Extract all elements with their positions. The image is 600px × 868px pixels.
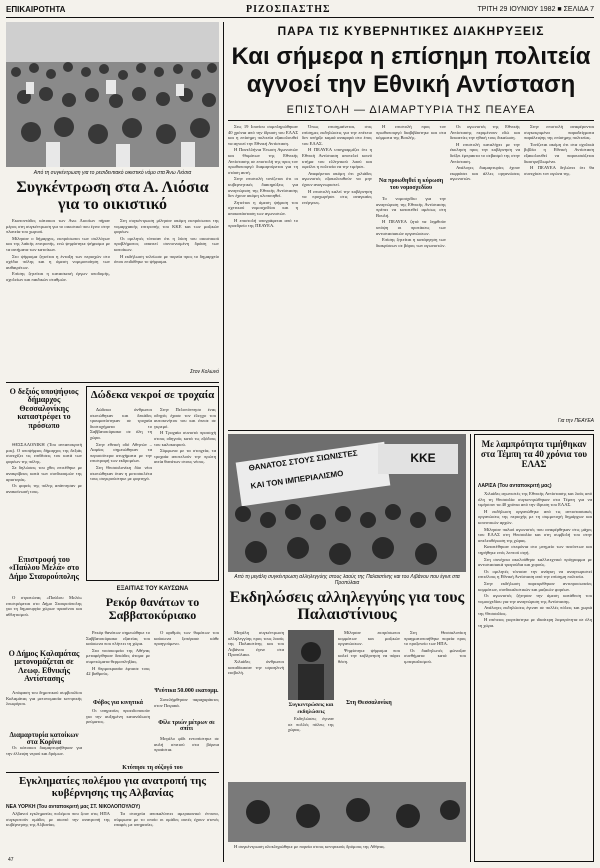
inner-heading-bill: Να προωθηθεί η κύρωση του νομοσχεδίου bbox=[378, 178, 444, 191]
crowd-photo-image bbox=[6, 22, 219, 167]
box-heading-4: Κτύπησε τη σύζυγό του bbox=[122, 765, 183, 771]
article-accidents-col2: Στην Πελοπόννησο ένας οδηγός έχασε τον έλεγχο του αυτοκινήτου του και έπεσε σε γκρεμό. Η Τροχαία συνιστά προσοχή στους οδηγούς κατά τις εξόδους του καλοκαιριού. Σύμφωνα με τα στοιχεία, τα τροχαία αποτελούν την πρώτη αιτία θανάτων στους νέους. bbox=[154, 407, 216, 465]
banner-text-3: ΚΚΕ bbox=[410, 451, 436, 465]
headline-top-story-line1: Και σήμερα η επίσημη πολιτεία bbox=[231, 43, 591, 70]
divider bbox=[6, 382, 219, 383]
banner-text-1: ΘΑΝΑΤΟΣ ΣΤΟΥΣ ΣΙΩΝΙΣΤΕΣ bbox=[248, 448, 359, 473]
page-number: 47 bbox=[8, 857, 14, 863]
article-palestine-col3: Μίλησαν εκπρόσωποι κομμάτων και μαζικών οργανώσεων. Ψηφίστηκε ψήφισμα που καλεί την κυβέρνηση να πάρει θέση. bbox=[338, 630, 400, 664]
headline-elas: Με λαμπρότητα τιμήθηκαν στα Τέμπη τα 40 χρόνια του ΕΛΑΣ bbox=[480, 439, 588, 469]
article-palestine-col1: Μεγάλη συγκέντρωση αλληλεγγύης προς τους λαούς της Παλαιστίνης και του Λιβάνου έγινε στα Προπύλαια. Χιλιάδες άνθρωποι καταδίκασαν την ισραηλινή εισβολή. bbox=[228, 630, 284, 676]
headline-thessaloniki-mayor: Ο δεξιός υποψήφιος δήμαρχος Θεσσαλονίκης καταστρέφει το πρόσωπο bbox=[9, 387, 79, 430]
dateline-elas: ΛΑΡΙΣΑ (Του ανταποκριτή μας) bbox=[478, 483, 552, 489]
dateline-albania: ΝΕΑ ΥΟΡΚΗ (Του ανταποκριτή μας ΣΤ. ΝΙΚΟΛΟΠΟΥΛΟΥ) bbox=[6, 804, 141, 810]
article-heat-col2: Ο αριθμός των θυμάτων του καύσωνα ξεπέρασε κάθε προηγούμενο. bbox=[154, 630, 219, 647]
box-heading-1: Φόβος για κινητικά bbox=[92, 700, 144, 706]
box-heading-2: Ψεύτικα 50.000 εκατομμ. bbox=[154, 688, 219, 694]
kicker-top-story: ΠΑΡΑ ΤΙΣ ΚΥΒΕΡΝΗΤΙΚΕΣ ΔΙΑΚΗΡΥΞΕΙΣ bbox=[277, 24, 545, 38]
small-photo bbox=[288, 630, 334, 700]
article-kalamata: Απόφαση του δημοτικού συμβουλίου Καλαμάτας για μετονομασία κεντρικής λεωφόρου. bbox=[6, 690, 82, 707]
divider-palestine bbox=[228, 430, 594, 431]
kicker-heat: ΕΞΑΙΤΙΑΣ ΤΟΥ ΚΑΥΣΩΝΑ bbox=[116, 586, 189, 592]
article-top-col1: Στις 19 Ιουνίου συμπληρώθηκαν 40 χρόνια από την ίδρυση του ΕΛΑΣ και η επίσημη πολιτεία εξακολουθεί να αγνοεί την Εθνική Αντίσταση. Η Πανελλήνια Ένωση Αγωνιστών και Θυμάτων της Εθνικής Αντίστασης σε επιστολή της προς τον πρωθυπουργό διαμαρτύρεται για τη στάση αυτή. Στην επιστολή τονίζεται ότι οι κυβερνητικές διακηρύξεις για αναγνώριση της Εθνικής Αντίστασης δεν έχουν ακόμη υλοποιηθεί. Ζητείται η άμεση ψήφιση του σχετικού νομοσχεδίου και η αποκατάσταση των αγωνιστών. Η επιστολή υπογράφεται από το προεδρείο της ΠΕΑΥΕΑ. bbox=[228, 124, 298, 229]
headline-accidents: Δώδεκα νεκροί σε τροχαία bbox=[90, 389, 215, 401]
palestine-photo-2 bbox=[228, 782, 466, 842]
palestine-photo bbox=[228, 434, 466, 572]
headline-heat: Ρεκόρ θανάτων το Σαββατοκύριακο bbox=[105, 595, 200, 622]
article-liosia-col2: Στη συγκέντρωση μίλησαν ακόμη εκπρόσωποι της νομαρχιακής επιτροπής του ΚΚΕ και των μαζικών φορέων. Οι ομιλητές τόνισαν ότι η λύση του οικιστικού προβλήματος απαιτεί συντονισμένη δράση των κατοίκων. Η εκδήλωση τελείωσε με πορεία προς το δημαρχείο όπου επιδόθηκε το ψήφισμα. bbox=[114, 218, 219, 265]
article-top-col5: Στην επιστολή αναφέρονται συγκεκριμένα παραδείγματα παράλειψης της επίσημης πολιτείας. Τονίζεται ακόμη ότι στα σχολικά βιβλία η Εθνική Αντίσταση εξακολουθεί να παρουσιάζεται διαστρεβλωμένα. Η ΠΕΑΥΕΑ δηλώνει ότι θα συνεχίσει τον αγώνα της. bbox=[524, 124, 594, 176]
headline-pavlos-melas: Επιστροφή του «Παύλου Μελά» στο Δήμο Σταυρούπολης bbox=[8, 555, 80, 581]
accidents-box bbox=[86, 386, 219, 581]
article-top-col4: Οι αγωνιστές της Εθνικής Αντίστασης περιμένουν εδώ και δεκαετίες την ηθική τους δικαίωση. Η επιστολή καταλήγει με την έκκληση προς την κυβέρνηση να δείξει έμπρακτα το σεβασμό της στην Αντίσταση. Ανάλογες διαμαρτυρίες έχουν εκφράσει και άλλες οργανώσεις αγωνιστών. bbox=[450, 124, 520, 182]
small-photo-image bbox=[288, 630, 334, 700]
article-heat-col1: Ρεκόρ θανάτων σημειώθηκε το Σαββατοκύριακο εξαιτίας του καύσωνα που πλήττει τη χώρα. Στα νοσοκομεία της Αθήνας μεταφέρθηκαν δεκάδες άτομα με συμπτώματα θερμοπληξίας. Η θερμοκρασία έφτασε τους 42 βαθμούς. bbox=[86, 630, 150, 677]
article-box-2: Συνελήφθησαν παραχαράκτες στον Πειραιά. bbox=[154, 697, 219, 708]
signed-peayea: Για την ΠΕΑΥΕΑ bbox=[557, 418, 594, 424]
article-top-col2: Όπως επισημαίνεται, στις επίσημες εκδηλώσεις για την επέτειο δεν υπήρξε καμιά αναφορά στο έπος του ΕΛΑΣ. Η ΠΕΑΥΕΑ υπογραμμίζει ότι η Εθνική Αντίσταση αποτελεί κοινό κτήμα του ελληνικού λαού και οφείλει η πολιτεία να την τιμήσει. Αναφέρεται ακόμη ότι χιλιάδες αγωνιστές εξακολουθούν να μην έχουν αναγνωριστεί. Η επιστολή καλεί την κυβέρνηση να προχωρήσει στις αναγκαίες ενέργειες. bbox=[302, 124, 372, 205]
elas-box bbox=[474, 434, 594, 862]
headline-kalamata: Ο Δήμος Καλαμάτας μετονομάζεται σε Λεωφ. Εθνικής Αντίστασης bbox=[8, 649, 80, 684]
page-header bbox=[6, 4, 594, 18]
article-pavlos-melas: Ο στρατώνας «Παύλου Μελά» επιστρέφεται στο Δήμο Σταυρούπολης για τη δημιουργία χώρων πρασίνου και αθλητισμού. bbox=[6, 595, 82, 617]
divider-top bbox=[228, 120, 594, 121]
crowd-photo-caption: Από τη συγκέντρωση για το ρεσιδεντιακό οικιστικό νόμο στα Άνω Λιόσια bbox=[33, 170, 192, 176]
article-thessaloniki-mayor: ΘΕΣΣΑΛΟΝΙΚΗ (Του ανταποκριτή μας). Ο υποψήφιος δήμαρχος της δεξιάς συνεχίζει τις επιθέσεις του κατά των φορέων της πόλης. Σε δηλώσεις του χθες επιτέθηκε με ανακρίβειες κατά των συνδυασμών της αριστεράς. Οι φορείς της πόλης απάντησαν με ανακοίνωσή τους. bbox=[6, 442, 82, 494]
sub-heading-thessaloniki: Στη Θεσσαλονίκη bbox=[346, 700, 392, 706]
banner-text-2: ΚΑΙ ΤΟΝ ΙΜΠΕΡΙΑΛΙΣΜΟ bbox=[250, 468, 344, 491]
article-palestine-bottom: Η συγκέντρωση ολοκληρώθηκε με πορεία στους κεντρικούς δρόμους της Αθήνας. bbox=[234, 844, 386, 849]
article-liosia-col1: Εκατοντάδες κάτοικοι των Ανω Λιοσίων πήραν μέρος στη συγκέντρωση για το οικιστικό που έγινε στην πλατεία του χωριού. Μίλησαν ο δήμαρχος, εκπρόσωποι των συλλόγων και της λαϊκής επιτροπής, ενώ ψηφίστηκε ψήφισμα με τα αιτήματα των κατοίκων. Στο ψήφισμα ζητείται η ένταξη των περιοχών στο σχέδιο πόλης και η άμεση νομιμοποίηση των αυθαιρέτων. Επίσης ζητείται η κατασκευή έργων υποδομής, σχολείων και παιδικών σταθμών. bbox=[6, 218, 110, 282]
headline-palestine: Εκδηλώσεις αλληλεγγύης για τους Παλαιστίνιους bbox=[229, 589, 465, 623]
date-page: ΤΡΙΤΗ 29 ΙΟΥΝΙΟΥ 1982 ■ ΣΕΛΙΔΑ 7 bbox=[477, 6, 594, 13]
headline-albania: Εγκληματίες πολέμου για ανατροπή της κυβέρνησης της Αλβανίας bbox=[18, 775, 207, 799]
palestine-photo-caption: Από τη μεγάλη συγκέντρωση αλληλεγγύης στους λαούς της Παλαιστίνης και του Λιβάνου που έγινε στα Προπύλαια bbox=[234, 574, 460, 586]
headline-korina: Διαμαρτυρία κατοίκων στα Κορίνα bbox=[9, 731, 79, 747]
article-elas: Χιλιάδες αγωνιστές της Εθνικής Αντίστασης και λαός από όλη τη Θεσσαλία συγκεντρώθηκαν στα Τέμπη για να τιμήσουν τα 40 χρόνια από την ίδρυση του ΕΛΑΣ. Η εκδήλωση οργανώθηκε από τις αντιστασιακές οργανώσεις της περιοχής με τη συμμετοχή δημάρχων και κοινοτικών αρχών. Μίλησαν παλιοί αγωνιστές που αναφέρθηκαν στις μάχες του ΕΛΑΣ στη Θεσσαλία και στη συμβολή του στην απελευθέρωση της χώρας. Κατατέθηκαν στεφάνια στο μνημείο των πεσόντων και τηρήθηκε ενός λεπτού σιγή. Στη συνέχεια ακολούθησε καλλιτεχνικό πρόγραμμα με αντιστασιακά τραγούδια και χορούς. Οι ομιλητές τόνισαν την ανάγκη να αναγνωριστεί επιτέλους η Εθνική Αντίσταση από την επίσημη πολιτεία. Στην εκδήλωση παρευρέθηκαν αντιπροσωπείες κομμάτων, συνδικαλιστικών και μαζικών φορέων. Οι αγωνιστές ζήτησαν την άμεση κατάθεση του νομοσχεδίου για την αναγνώριση της Αντίστασης. Ανάλογες εκδηλώσεις έγιναν σε πολλές πόλεις και χωριά της Θεσσαλίας. Η επέτειος γιορτάστηκε με ιδιαίτερη λαμπρότητα σε όλη τη χώρα. bbox=[478, 491, 592, 629]
article-korina: Οι κάτοικοι διαμαρτυρήθηκαν για την έλλειψη νερού και δρόμων. bbox=[6, 745, 82, 756]
palestine-photo-2-image bbox=[228, 782, 466, 842]
article-albania-col2: Τα στοιχεία αποκαλύπτει αμερικανικό έντυπο, σύμφωνα με το οποίο οι ομάδες αυτές έχουν στενές επαφές με υπηρεσίες. bbox=[114, 811, 219, 828]
article-accidents-col1: Δώδεκα άνθρωποι σκοτώθηκαν και δεκάδες τραυματίστηκαν σε τροχαία δυστυχήματα το Σαββατοκύριακο σε όλη τη χώρα. Στην εθνική οδό Αθηνών – Λαμίας σημειώθηκαν τα περισσότερα ατυχήματα με την επιστροφή των εκδρομέων. Στη Θεσσαλονίκη δύο νέοι σκοτώθηκαν όταν η μοτοσικλέτα τους συγκρούστηκε με φορτηγό. bbox=[90, 407, 152, 482]
sub-heading-rallies: Συγκεντρώσεις και εκδηλώσεις bbox=[288, 702, 334, 715]
masthead: ΡΙΖΟΣΠΑΣΤΗΣ bbox=[246, 4, 331, 15]
article-palestine-col2: Εκδηλώσεις έγιναν σε πολλές πόλεις της χώρας. bbox=[288, 716, 334, 733]
signature-kolonos: Στον Κολωνό bbox=[190, 369, 219, 375]
article-top-col3a: Η επιστολή προς τον πρωθυπουργό διαβιβάστηκε και στα κόμματα της Βουλής. bbox=[376, 124, 446, 141]
article-box-1: Οι υπηρεσίες προειδοποιούν για την αυξημένη κατανάλωση ρεύματος. bbox=[86, 708, 150, 725]
article-box-3: Μεγάλο φίδι εντοπίστηκε σε αυλή σπιτιού στα βόρεια προάστια. bbox=[154, 736, 219, 753]
article-palestine-col4: Στη Θεσσαλονίκη πραγματοποιήθηκε πορεία προς το προξενείο των ΗΠΑ. Οι διαδηλωτές φώναζαν συνθήματα κατά του ιμπεριαλισμού. bbox=[404, 630, 466, 664]
headline-liosia: Συγκέντρωση στα Α. Λιόσια για το οικιστικό bbox=[16, 179, 209, 213]
crowd-photo bbox=[6, 22, 219, 167]
box-heading-3: Φίλε τριών μέτρων σε σπίτι bbox=[158, 720, 215, 732]
subhead-top-story: ΕΠΙΣΤΟΛΗ — ΔΙΑΜΑΡΤΥΡΙΑ ΤΗΣ ΠΕΑΥΕΑ bbox=[286, 104, 536, 116]
column-rule-2 bbox=[470, 434, 471, 862]
headline-top-story-line2: αγνοεί την Εθνική Αντίσταση bbox=[246, 71, 576, 98]
article-top-col3b: Το νομοσχέδιο για την αναγνώριση της Εθνικής Αντίστασης πρέπει να κατατεθεί αμέσως στη Βουλή. Η ΠΕΑΥΕΑ ζητά να ληφθούν υπόψη οι προτάσεις των αντιστασιακών οργανώσεων. Επίσης ζητείται η κατάργηση των διακρίσεων σε βάρος των αγωνιστών. bbox=[376, 196, 446, 248]
divider-albania bbox=[6, 772, 219, 773]
section-label: ΕΠΙΚΑΙΡΟΤΗΤΑ bbox=[6, 5, 66, 14]
article-albania-col1: Αλβανοί εγκληματίες πολέμου που ζουν στις ΗΠΑ συγκροτούν ομάδες με σκοπό την ανατροπή της κυβέρνησης της Αλβανίας. bbox=[6, 811, 110, 828]
column-rule bbox=[223, 22, 224, 862]
